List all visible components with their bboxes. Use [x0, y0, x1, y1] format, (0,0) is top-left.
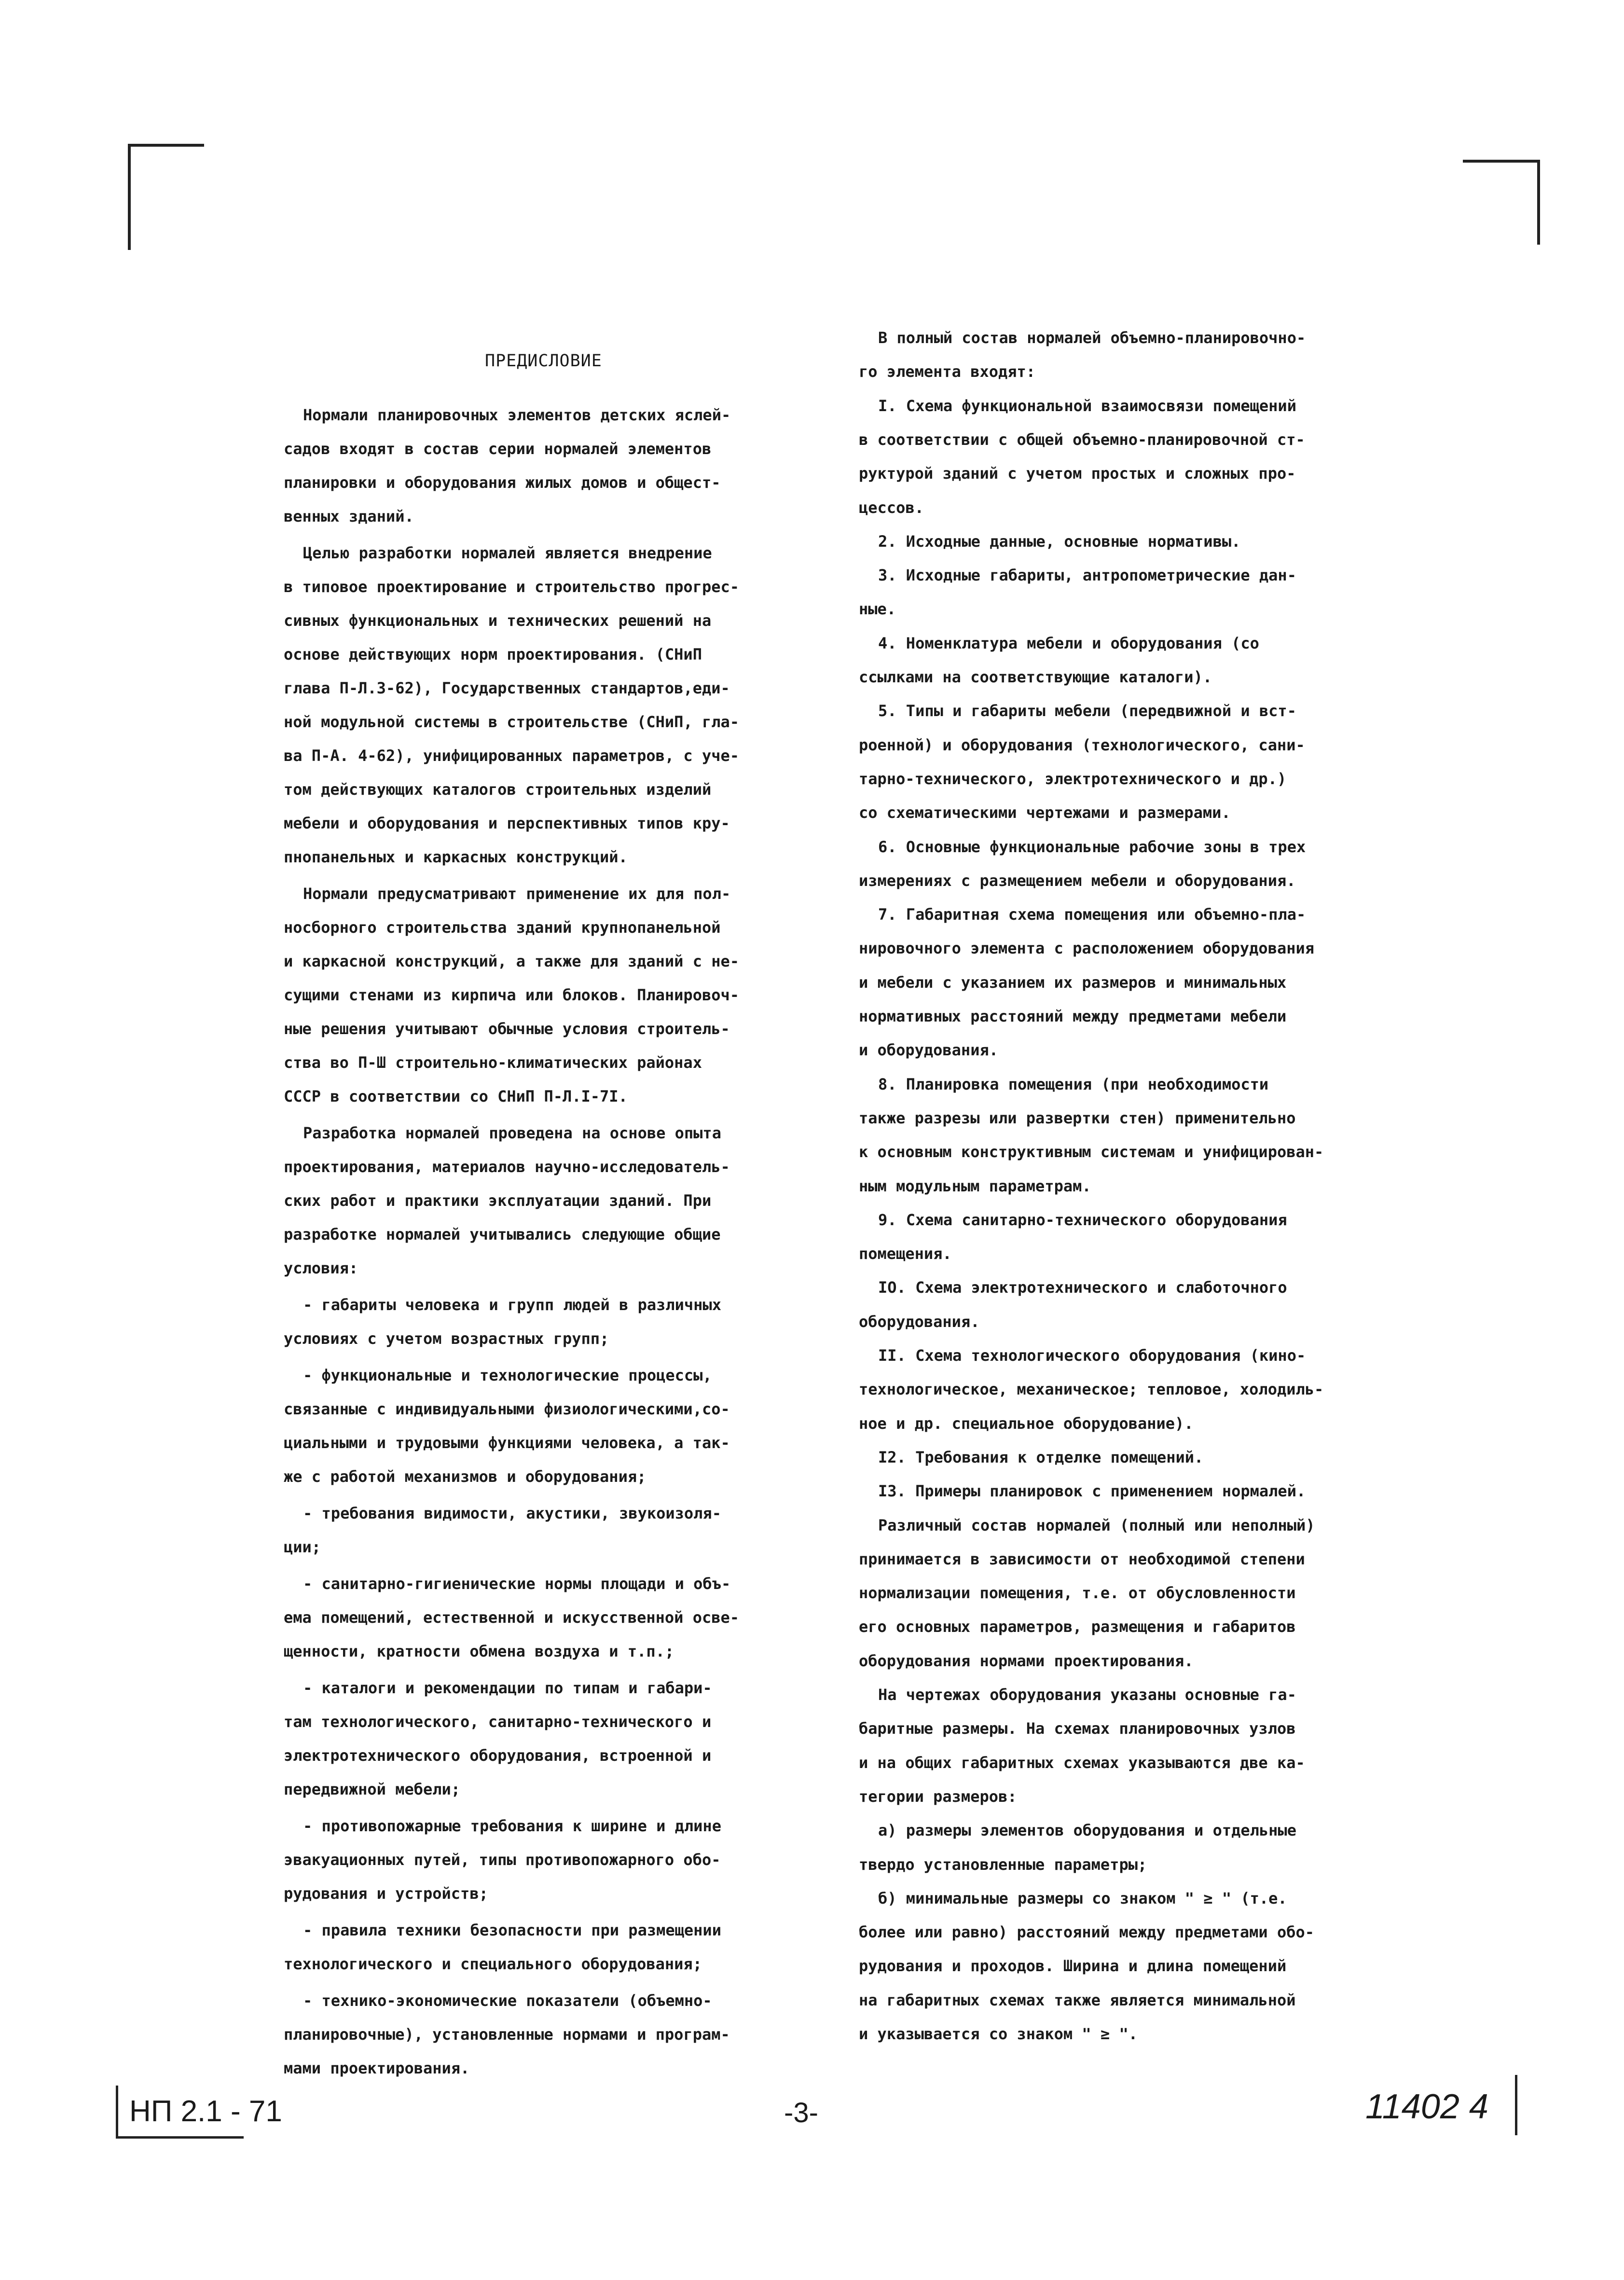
corner-mark-top-right — [1463, 160, 1540, 245]
text-line: принимается в зависимости от необходимой степени — [859, 1549, 1305, 1568]
text-line: том действующих каталогов строительных изделий — [284, 780, 712, 799]
text-line: на габаритных схемах также является минимальной — [859, 1990, 1296, 2009]
text-line: 2. Исходные данные, основные нормативы. — [878, 532, 1241, 551]
text-line: СССР в соответствии со СНиП П-Л.I-7I. — [284, 1087, 628, 1105]
text-line: сущими стенами из кирпича или блоков. Планировоч- — [284, 986, 740, 1004]
text-line: тегории размеров: — [859, 1787, 1017, 1806]
text-line: 9. Схема санитарно-технического оборудования — [878, 1210, 1287, 1229]
text-line: ным модульным параметрам. — [859, 1176, 1091, 1195]
text-line: же с работой механизмов и оборудования; — [284, 1467, 647, 1486]
archive-number: 11402 4 — [1365, 2087, 1488, 2126]
text-line: электротехнического оборудования, встроенной и — [284, 1746, 712, 1765]
text-line: эвакуационных путей, типы противопожарного обо- — [284, 1851, 721, 1869]
text-line: твердо установленные параметры; — [859, 1855, 1147, 1874]
text-line: технологического и специального оборудования; — [284, 1955, 702, 1973]
text-line: - функциональные и технологические процессы, — [303, 1366, 712, 1384]
text-line: измерениях с размещением мебели и оборудования. — [859, 871, 1296, 890]
text-line: 4. Номенклатура мебели и оборудования (со — [878, 634, 1259, 652]
text-line: оборудования нормами проектирования. — [859, 1651, 1194, 1670]
text-line: рудования и проходов. Ширина и длина помещений — [859, 1957, 1287, 1976]
text-line: а) размеры элементов оборудования и отдельные — [878, 1821, 1296, 1840]
text-line: роенной) и оборудования (технологического, сани- — [859, 735, 1305, 754]
document-code: НП 2.1 - 71 — [129, 2095, 282, 2128]
text-line: цессов. — [859, 498, 924, 517]
text-line: садов входят в состав серии нормалей элементов — [284, 440, 712, 458]
text-line: в типовое проектирование и строительство прогрес- — [284, 578, 740, 596]
text-line: 8. Планировка помещения (при необходимости — [878, 1075, 1269, 1093]
text-line: ные решения учитывают обычные условия строитель- — [284, 1020, 730, 1038]
text-line: руктурой зданий с учетом простых и сложных про- — [859, 464, 1296, 483]
text-line: передвижной мебели; — [284, 1780, 461, 1798]
text-line: II. Схема технологического оборудования (кино- — [878, 1346, 1306, 1365]
text-line: мебели и оборудования и перспективных типов кру- — [284, 814, 730, 832]
text-line: го элемента входят: — [859, 362, 1036, 381]
text-line: там технологического, санитарно-технического и — [284, 1713, 712, 1731]
text-line: щенности, кратности обмена воздуха и т.п.; — [284, 1642, 674, 1660]
text-line: помещения. — [859, 1244, 952, 1263]
text-line: Целью разработки нормалей является внедрение — [303, 544, 712, 562]
text-line: 7. Габаритная схема помещения или объемно-пла- — [878, 905, 1306, 924]
text-line: также разрезы или развертки стен) применительно — [859, 1108, 1296, 1127]
text-line: к основным конструктивным системам и унифицирован- — [859, 1143, 1324, 1161]
text-line: - каталоги и рекомендации по типам и габари- — [303, 1679, 712, 1697]
text-line: основе действующих норм проектирования. (СНиП — [284, 645, 702, 663]
text-line: планировки и оборудования жилых домов и общест- — [284, 473, 721, 492]
text-line: более или равно) расстояний между предметами обо- — [859, 1923, 1315, 1942]
text-line: проектирования, материалов научно-исследователь- — [284, 1158, 730, 1176]
text-line: нормализации помещения, т.е. от обусловленности — [859, 1584, 1296, 1603]
text-line: пнопанельных и каркасных конструкций. — [284, 848, 628, 866]
text-line: технологическое, механическое; тепловое, холодиль- — [859, 1380, 1324, 1399]
text-line: носборного строительства зданий крупнопанельной — [284, 918, 721, 937]
text-line: условия: — [284, 1259, 358, 1277]
text-line: 6. Основные функциональные рабочие зоны в трех — [878, 837, 1306, 856]
text-line: нормативных расстояний между предметами мебели — [859, 1007, 1287, 1025]
text-line: ссылками на соответствующие каталоги). — [859, 668, 1212, 686]
text-line: в соответствии с общей объемно-планировочной ст- — [859, 430, 1305, 449]
text-line: - правила техники безопасности при размещении — [303, 1921, 721, 1939]
text-line: ции; — [284, 1538, 321, 1556]
text-line: ное и др. специальное оборудование). — [859, 1414, 1194, 1433]
text-line: и мебели с указанием их размеров и минимальных — [859, 973, 1287, 992]
text-line: и оборудования. — [859, 1041, 998, 1060]
text-line: сивных функциональных и технических решений на — [284, 611, 712, 630]
text-line: ских работ и практики эксплуатации зданий. При — [284, 1191, 712, 1210]
text-line: ной модульной системы в строительстве (СНиП, гла- — [284, 713, 740, 731]
text-line: Разработка нормалей проведена на основе опыта — [303, 1124, 721, 1142]
text-line: условиях с учетом возрастных групп; — [284, 1329, 609, 1348]
text-line: I. Схема функциональной взаимосвязи помещений — [878, 396, 1296, 415]
text-line: разработке нормалей учитывались следующие общие — [284, 1225, 721, 1244]
section-title: ПРЕДИСЛОВИЕ — [485, 351, 602, 371]
text-line: I3. Примеры планировок с применением нормалей. — [878, 1482, 1306, 1501]
text-line: планировочные), установленные нормами и програм- — [284, 2025, 730, 2044]
text-line: В полный состав нормалей объемно-планировочно- — [878, 329, 1306, 347]
text-line: оборудования. — [859, 1312, 980, 1331]
text-line: его основных параметров, размещения и габаритов — [859, 1617, 1296, 1636]
text-line: ва П-А. 4-62), унифицированных параметров, с уче- — [284, 746, 740, 765]
text-line: нировочного элемента с расположением оборудования — [859, 939, 1315, 958]
text-line: связанные с индивидуальными физиологическими,со- — [284, 1400, 730, 1418]
text-line: баритные размеры. На схемах планировочных узлов — [859, 1719, 1296, 1738]
text-line: Нормали предусматривают применение их для пол- — [303, 884, 731, 903]
text-line: и каркасной конструкций, а также для зданий с не- — [284, 952, 740, 970]
text-line: ные. — [859, 600, 896, 619]
text-line: и на общих габаритных схемах указываются две ка- — [859, 1753, 1305, 1772]
text-line: Нормали планировочных элементов детских яслей- — [303, 406, 731, 424]
text-line: - габариты человека и групп людей в различных — [303, 1296, 721, 1314]
page-number: -3- — [784, 2097, 818, 2128]
text-line: глава П-Л.3-62), Государственных стандартов,еди- — [284, 679, 730, 697]
text-line: тарно-технического, электротехнического и др.) — [859, 769, 1287, 788]
text-line: - требования видимости, акустики, звукоизоля- — [303, 1504, 721, 1522]
text-line: циальными и трудовыми функциями человека, а так- — [284, 1434, 730, 1452]
text-line: 5. Типы и габариты мебели (передвижной и вст- — [878, 702, 1296, 720]
text-line: ема помещений, естественной и искусственной осве- — [284, 1608, 740, 1627]
text-line: мами проектирования. — [284, 2059, 470, 2077]
text-line: рудования и устройств; — [284, 1884, 488, 1903]
text-line: ства во П-Ш строительно-климатических районах — [284, 1053, 702, 1072]
text-line: I2. Требования к отделке помещений. — [878, 1448, 1204, 1466]
text-line: и указывается со знаком " ≥ ". — [859, 2025, 1138, 2043]
text-line: Различный состав нормалей (полный или неполный) — [878, 1516, 1315, 1534]
text-line: венных зданий. — [284, 507, 414, 525]
text-line: - санитарно-гигиенические нормы площади и объ- — [303, 1575, 731, 1593]
text-line: - технико-экономические показатели (объемно- — [303, 1991, 712, 2010]
text-line: б) минимальные размеры со знаком " ≥ " (т.е. — [878, 1889, 1287, 1907]
text-line: На чертежах оборудования указаны основные га- — [878, 1686, 1296, 1704]
text-line: IO. Схема электротехнического и слаботочного — [878, 1278, 1287, 1297]
text-line: со схематическими чертежами и размерами. — [859, 803, 1231, 822]
text-line: - противопожарные требования к ширине и длине — [303, 1817, 721, 1835]
corner-mark-top-left — [128, 144, 204, 250]
text-line: 3. Исходные габариты, антропометрические дан- — [878, 566, 1296, 585]
